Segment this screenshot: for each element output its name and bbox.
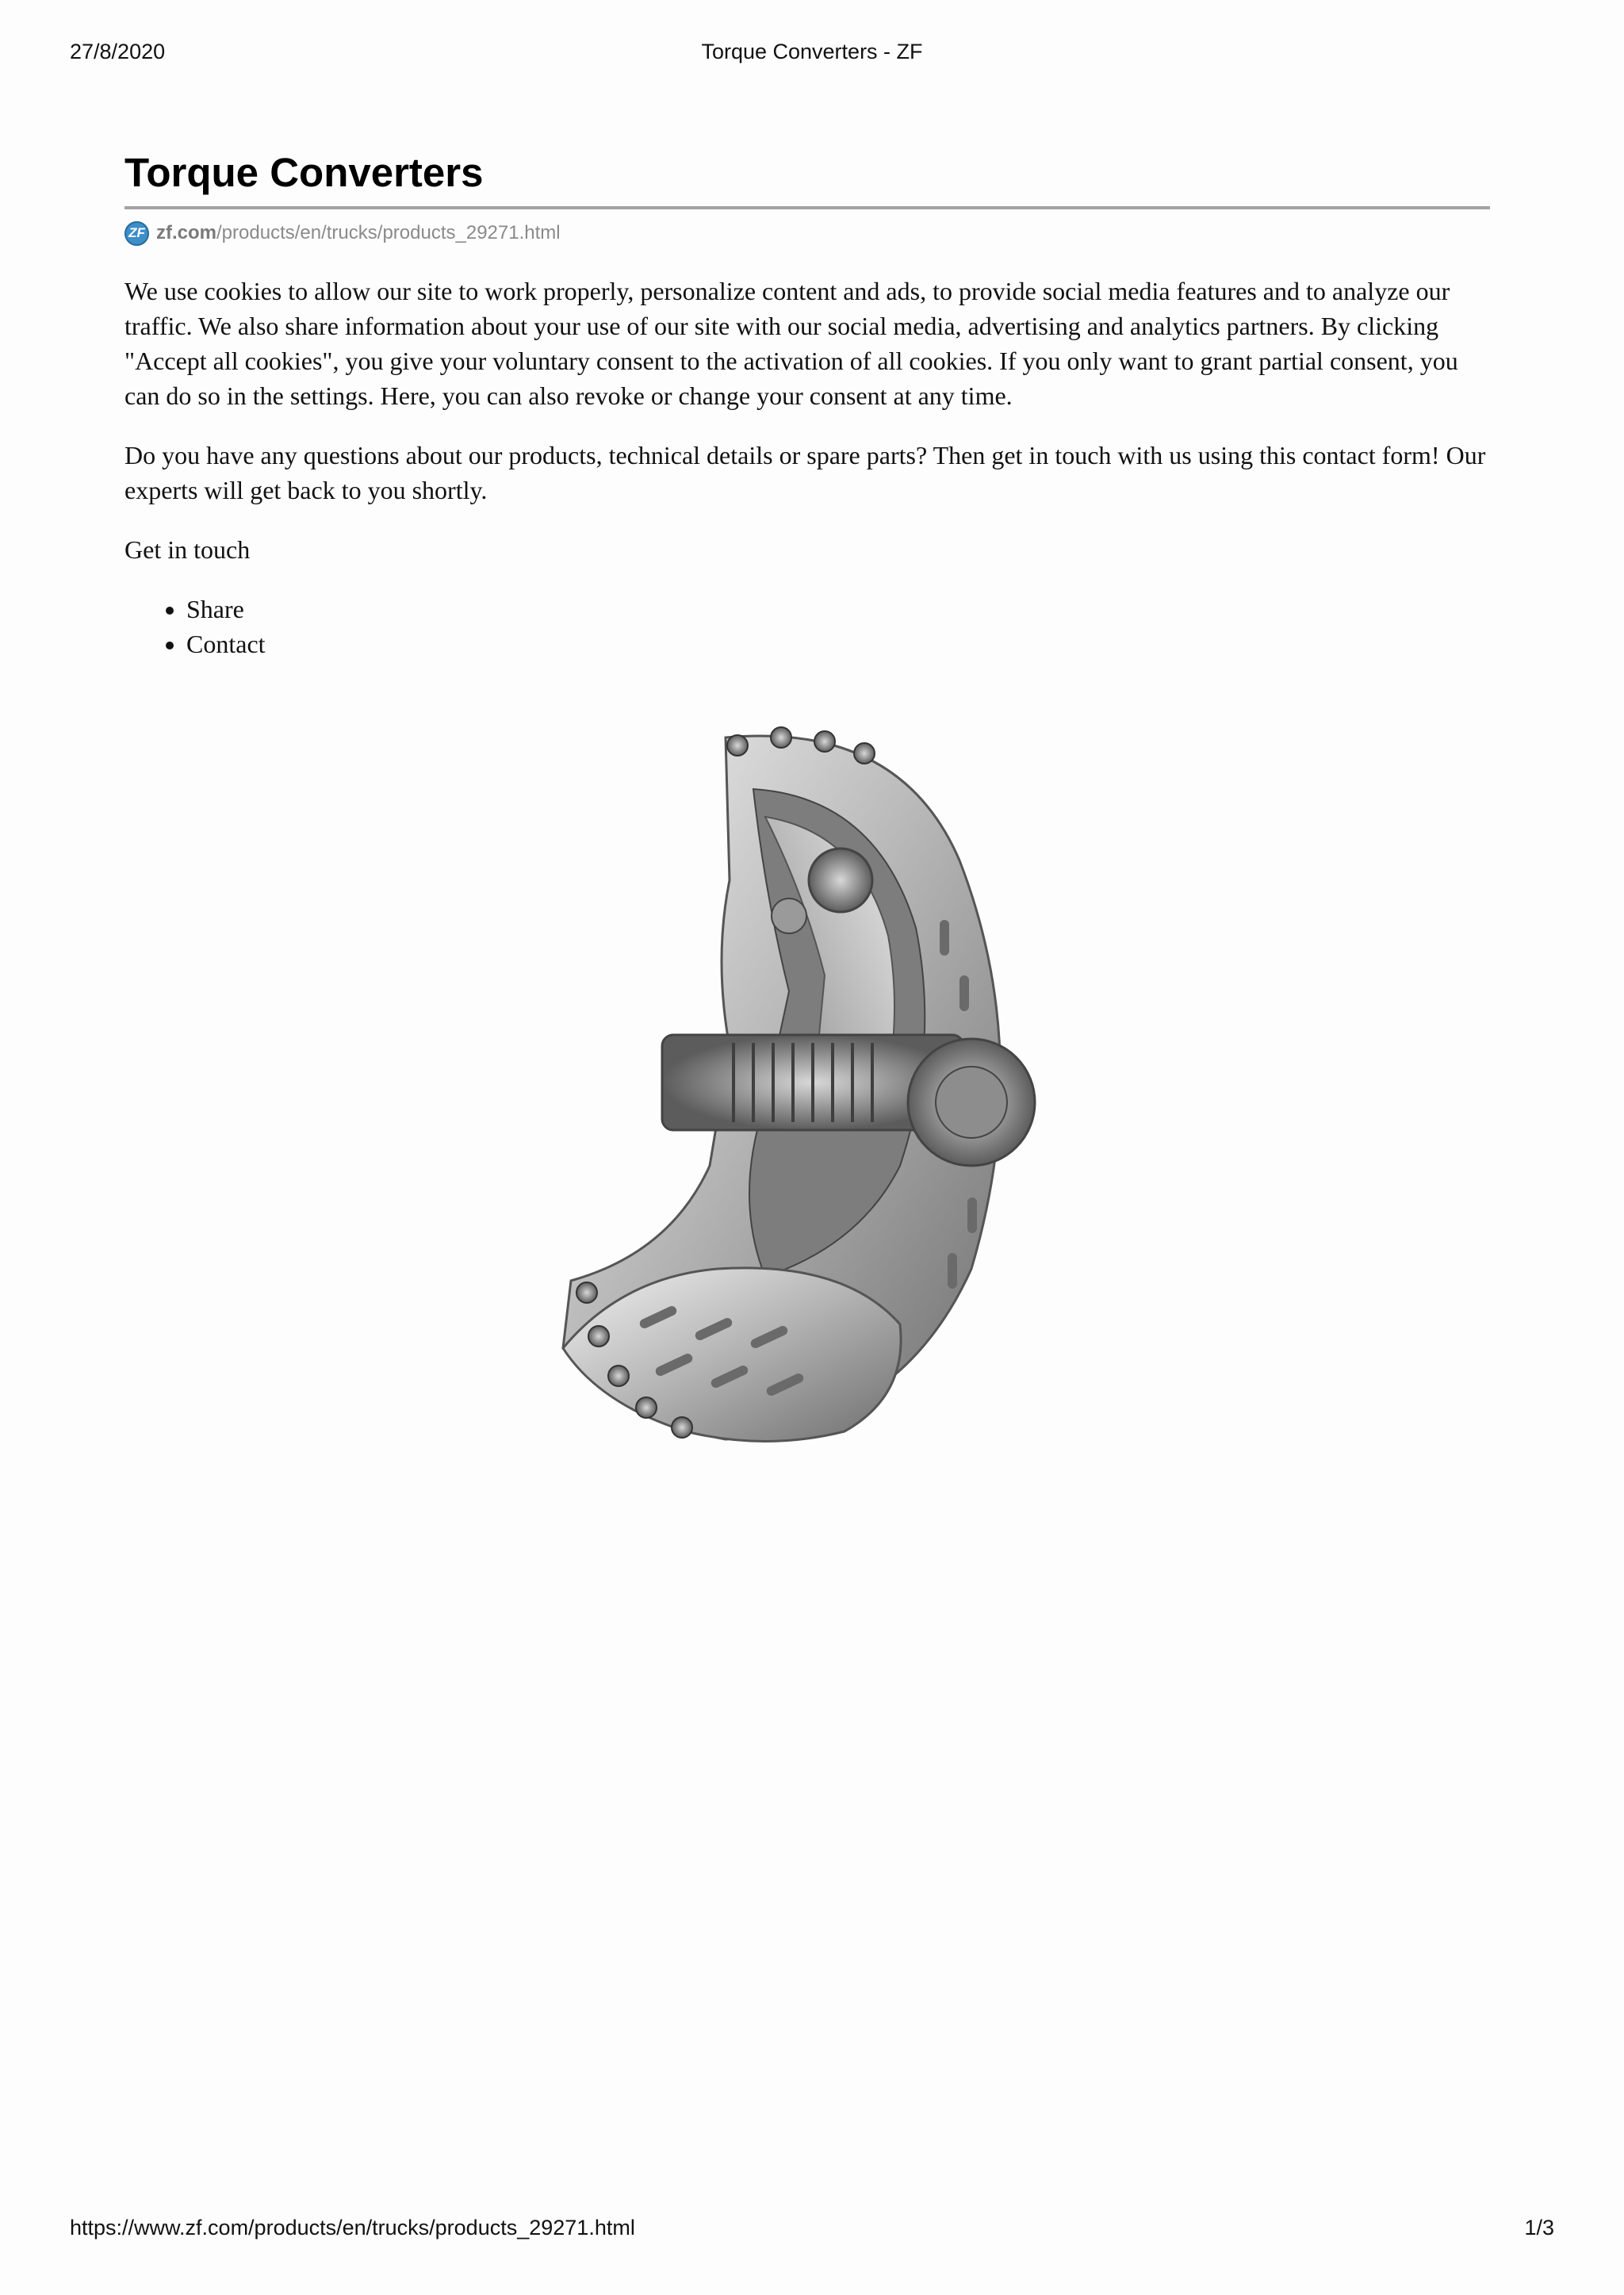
print-page-url: https://www.zf.com/products/en/trucks/products_29271.html [70, 2216, 635, 2239]
source-domain[interactable]: zf.com [156, 222, 217, 243]
print-page-number: 1/3 [1524, 2216, 1554, 2239]
source-line [124, 220, 1490, 247]
title-divider [124, 206, 1490, 209]
share-link[interactable]: • Share [186, 592, 1490, 626]
print-date: 27/8/2020 [70, 40, 166, 63]
cookie-notice-paragraph: We use cookies to allow our site to work properly, personalize content and ads, to provide social media features and to analyze our traffic. We also share information about your use of our site with our social media, advertising and analytics partners. By clicking "Accept all cookies", you give your voluntary consent to the activation of all cookies. If you only want to grant partial consent, you can do so in the settings. Here, you can also revoke or change your consent at any time. [124, 277, 1458, 410]
article-content [124, 274, 1490, 661]
article [124, 149, 1490, 661]
page-title: Torque Converters [124, 150, 484, 195]
source-path[interactable]: /products/en/trucks/products_29271.html [216, 222, 561, 243]
contact-info-paragraph: Do you have any questions about our products, technical details or spare parts? Then get in touch with us using this contact form! Our experts will get back to you shortly. [124, 441, 1486, 504]
print-document-title: Torque Converters - ZF [701, 40, 923, 63]
torque-converter-illustration [527, 722, 1098, 1451]
get-in-touch-text: Get in touch [124, 535, 251, 564]
torque-converter-image [527, 722, 1098, 1451]
contact-link[interactable]: • Contact [186, 626, 1490, 661]
zf-logo-icon: ZF [124, 221, 149, 246]
action-list [124, 592, 1490, 661]
